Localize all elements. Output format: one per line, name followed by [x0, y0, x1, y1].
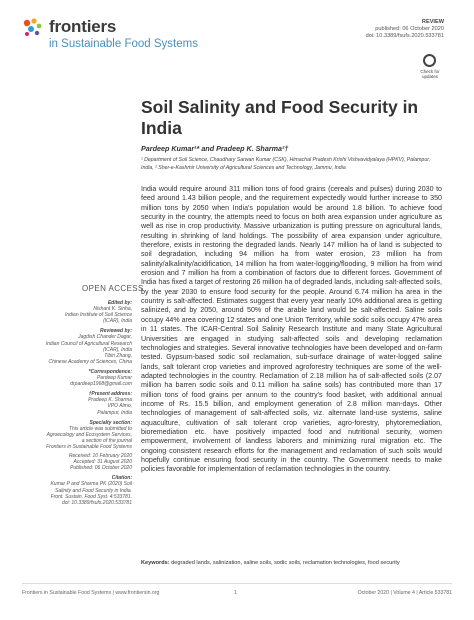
accepted-date: Accepted: 31 August 2020 [73, 459, 132, 466]
published-date: published: 06 October 2020 [375, 26, 444, 32]
check-for-updates-icon [423, 54, 436, 67]
journal-subtitle: in Sustainable Food Systems [49, 38, 198, 50]
address-line: Palampur, India [97, 409, 132, 416]
footer-issue: October 2020 | Volume 4 | Article 533781 [357, 590, 452, 596]
reviewed-by-heading: Reviewed by: [100, 328, 132, 335]
affiliations: ¹ Department of Soil Science, Chaudhary Sarwan Kumar (CSK), Himachal Pradesh Krishi Vishvavidyalaya (HPKV), Palampur, India, ² Sher-e-Kashmir University of Agricultural Sciences and Technology, Jammu, India [141, 157, 431, 171]
specialty-section-heading: Specialty section: [89, 419, 132, 426]
footer-journal[interactable]: Frontiers in Sustainable Food Systems | www.frontiersin.org [22, 590, 160, 596]
received-date: Received: 10 February 2020 [68, 453, 132, 460]
citation-line: Kumar P and Sharma PK (2020) Soil [50, 481, 132, 488]
author-list: Pardeep Kumar¹* and Pradeep K. Sharma²† [141, 144, 289, 153]
editor-line: Nishant K. Sinha, [93, 306, 132, 313]
open-access-label: OPEN ACCESS [82, 284, 144, 293]
editor-line: (ICAR), India [103, 318, 132, 325]
reviewer-line: Indian Council of Agricultural Research [45, 340, 132, 347]
article-meta [366, 19, 444, 40]
citation-heading: Citation: [111, 475, 132, 482]
reviewer-line: Jagdish Chander Dagar, [78, 334, 132, 341]
editor-line: Indian Institute of Soil Science [65, 312, 132, 319]
check-for-updates-badge[interactable] [417, 54, 443, 82]
correspondence-heading: *Correspondence: [88, 368, 132, 375]
check-updates-line2: updates [421, 74, 438, 79]
citation-line: doi: 10.3389/fsufs.2020.533781 [61, 499, 132, 506]
edited-by-heading: Edited by: [107, 300, 132, 306]
keywords [141, 560, 442, 566]
citation-line: Salinity and Food Security in India. [55, 487, 132, 494]
check-updates-line1: Check for [420, 69, 440, 74]
article-doi[interactable]: doi: 10.3389/fsufs.2020.533781 [365, 33, 444, 39]
journal-brand: frontiers [49, 17, 117, 36]
address-line: Pradeep K. Sharma [88, 397, 132, 404]
reviewer-line: Chinese Academy of Sciences, China [48, 358, 132, 365]
reviewer-line: Tibin Zhang, [104, 352, 132, 359]
abstract-text: India would require around 311 million tons of food grains (cereals and pulses) during 2030 to feed around 1.43 billion people, and the requirement expectedly would further increase to 350 million tons by 2050 when India's population would be around 1.8 billion. To achieve food security in the country, the attempts need to focus on both area expansion under agriculture as well as rise in crop productivity. Massive urbanization is putting pressure on agricultural lands, resulting in shrinking of land holdings. The possibility of area expansion under agriculture, therefore, exists in restoring the degraded lands. Nearly 147 million ha of land is subjected to soil degradation, including 94 million ha from water erosion, 23 million ha from salinity/alkalinity/acidification, 14 million ha from water-logging/flooding, 9 million ha from wind erosion and 7 million ha from a combination of factors due to different forces. Government of India has fixed a target of restoring 26 million ha of degraded lands, including salt-affected soils, by the year 2030 to ensure food security for the people. Around 6.74 million ha area in the country is salt-affected. Estimates suggest that every year nearly 10% additional area is getting salinized, and by 2050, around 50% of the arable land would be salt-affected. Saline soils occupy 44% area covering 12 states and one Union Territory, while sodic soils occupy 47% area in 11 states. The ICAR-Central Soil Salinity Research Institute and many State Agricultural Universities are engaged in studying salt-affected soils and developing reclamation technologies and strategies. Several innovative technologies have been developed and on-farm tested. Gypsum-based sodic soil reclamation, sub-surface drainage of water-logged saline lands, salt tolerant crop varieties and improved agroforestry techniques are some of the well-adapted technologies in the country. Reclamation of 2.18 million ha of salt-affected soils (2.07 million ha barren sodic soils and 0.11 million ha saline soils) has contributed more than 17 million tons of food grains per annum to the country's food basket, with additional annual income of Rs. 15.5 billion, and employment generation of 2.8 million man-days. Other technologies of management of salt-affected soils, viz. alternate land-use systems, saline aquaculture, cultivation of salt tolerant crop varieties, agro-forestry, phytoremediation, bioremediation etc. have positively impacted food and nutritional security, women empowerment, involvement of landless laborers and minimizing rural migration etc. The ongoing consistent research efforts for the management and reclamation of such soils would hopefully continue ensuring food security in the country. The Government needs to make policies favorable for implementation of reclamation technologies in the country. [141, 185, 442, 474]
citation-line: Front. Sustain. Food Syst. 4:533781. [50, 493, 132, 500]
article-title: Soil Salinity and Food Security in India [141, 97, 419, 138]
specialty-line: Agroecology and Ecosystem Services, [46, 431, 132, 438]
keywords-label: Keywords: [141, 560, 170, 566]
footer-divider [22, 583, 452, 584]
article-type: REVIEW [421, 19, 444, 25]
keywords-text: degraded lands, salinization, saline soils, sodic soils, reclamation technologies, food security [171, 560, 400, 566]
page-number: 1 [234, 590, 237, 596]
present-address-heading: †Present address: [88, 391, 132, 398]
address-line: VPO Almo, [107, 403, 132, 410]
specialty-line: Frontiers in Sustainable Food Systems [46, 443, 132, 450]
correspondence-email[interactable]: drpardeep1968@gmail.com [70, 381, 132, 388]
reviewer-line: (ICAR), India [103, 346, 132, 353]
published-date-sidebar: Published: 06 October 2020 [70, 465, 132, 472]
specialty-line: a section of the journal [81, 437, 132, 444]
specialty-line: This article was submitted to [68, 425, 132, 432]
journal-logo[interactable] [22, 17, 242, 57]
frontiers-dots-logo-icon [22, 17, 44, 39]
article-sidebar [40, 300, 132, 506]
correspondence-name: Pardeep Kumar [96, 375, 132, 382]
